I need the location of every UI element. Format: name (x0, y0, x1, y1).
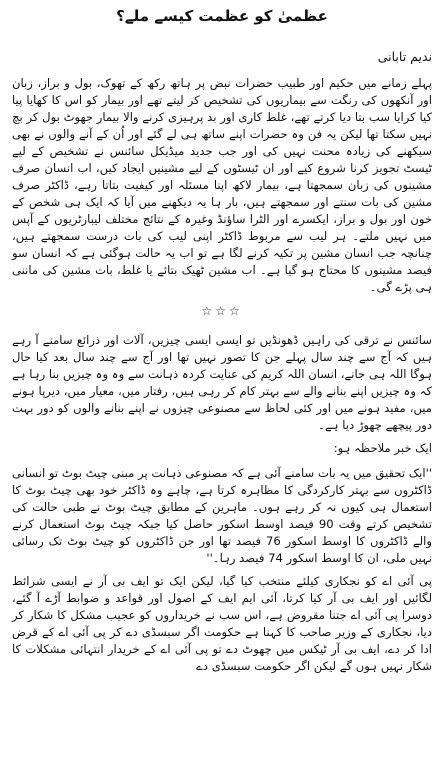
article-paragraph: سائنس نے ترقی کی راہیں ڈھونڈیں تو ایسی ایسی چیزیں، آلات اور ذرائع سامنے آ رہے ہیں کہ آج سے چند سال پہلے جن کا تصور نہیں تھا اور آج سے چند سال بعد کیا حال ہوگا اللہ ہی جانے، انسان اللہ کریم کی عنایت کردہ ذہانت سے وہ وہ چیزیں بنا رہا ہے کہ وہ چیزیں اپنے بنانے والے سے بہتر کام کر رہی ہیں، رفتار میں، معیار میں، دیرپا ہونے میں، مفید ہونے میں اور کئی لحاظ سے مصنوعی چیزوں نے اپنے بنانے والوں کو دور بہت دور پیچھے چھوڑ دیا ہے۔ (12, 333, 432, 432)
article-paragraph: پی آئی اے کو نجکاری کیلئے منتخب کیا گیا، لیکن ایک تو ایف بی آر نے ایسی شرائط لگائیں اور ایف بی آر کیا کرتا، آئی ایم ایف کے اصول اور قواعد و ضوابط آڑے آ گئے، دوسرا پی آئی اے جتنا مقروض ہے، اس سب نے خریداروں کو عجیب مشکل کا شکار کر دیا، نجکاری کے وزیر صاحب کا کہنا ہے حکومت اگر سبسڈی دے کر پی آئی اے کے قرض ادا کر دے، ایف بی آر ٹیکس میں چھوٹ دے تو پی آئی اے کے خریدار انتہائی مشکلات کا شکار نہیں ہوں گے لیکن اگر حکومت سبسڈی دے (12, 574, 432, 673)
article-author: ندیم تابانی (377, 49, 432, 64)
article-title: عظمیٰ کو عظمت کیسے ملے؟ (116, 7, 328, 25)
news-intro: ایک خبر ملاحظہ ہو: (333, 441, 432, 455)
news-quote: ''ایک تحقیق میں یہ بات سامنے آئی ہے کہ مصنوعی ذہانت پر مبنی چیٹ بوٹ تو انسانی ڈاکٹروں سے بہتر کارکردگی کا مظاہرہ کرتا ہے، چاہے وہ ڈاکٹر خود بھی چیٹ بوٹ کا استعمال ہی کیوں نہ کر رہے ہوں۔ ماہرین کے مطابق چیٹ بوٹ نے طبی حالت کی تشخیص کرتے وقت 90 فیصد اوسط اسکور حاصل کیا جبکہ چیٹ بوٹ استعمال کرنے والے ڈاکٹروں کا اوسط اسکور 76 فیصد تھا اور جن ڈاکٹروں کو چیٹ بوٹ تک رسائی نہیں ملی، ان کا اوسط اسکور 74 فیصد رہا۔'' (12, 466, 432, 565)
section-separator: ☆☆☆ (201, 304, 243, 318)
article-paragraph: پہلے زمانے میں حکیم اور طبیب حضرات نبض پر ہاتھ رکھ کے تھوک، بول و براز، زبان اور آنکھوں کی رنگت سے بیماریوں کی تشخیص کر لیتے تھے اور بیمار کو اس کا کھایا پیا کیا کرایا سب بتا دیا کرتے تھے، غلط کاری اور بد پرہیزی کرنے والا بیمار جھوٹ بول کر بچ نہیں سکتا تھا لیکن یہ فن وہ حضرات اپنے ساتھ ہی لے گئے اور اُن کے آنے والوں نے بھی سیکھنے کی زیادہ محنت نہیں کی اور جب جدید میڈیکل سائنس نے تشخیص کے لیے ٹیسٹ تجویز کرنا شروع کیے اور ان ٹیسٹوں کے لیے مشینیں ایجاد کیں، اب انسان صرف مشینوں کی زبان سمجھتا ہے، بیمار لاکھ اپنا مسئلہ اور کیفیت بتاتا رہے، ڈاکٹر صرف مشین کی بات سنتے اور سمجھتے ہیں، بار ہا یہ دیکھنے میں آیا کہ ایک ہی شخص کے خون اور بول و براز، ایکسرے اور الٹرا ساؤنڈ وغیرہ کے نتائج مختلف لیبارٹریوں کے آپس میں نہیں ملتے۔ ہر لیب سے مربوط ڈاکٹر اپنی لیب کی بات درست سمجھتے ہیں، چنانچہ جب انسان مشین پر تکیہ کرنے لگا ہے تو اب یہ حالت ہوگئی ہے کہ انسان سو فیصد مشینوں کا محتاج ہو گیا ہے۔ اب مشین ٹھیک بتائے یا غلط، بات مشین کی ماننی ہی پڑے گی۔ (12, 76, 432, 294)
